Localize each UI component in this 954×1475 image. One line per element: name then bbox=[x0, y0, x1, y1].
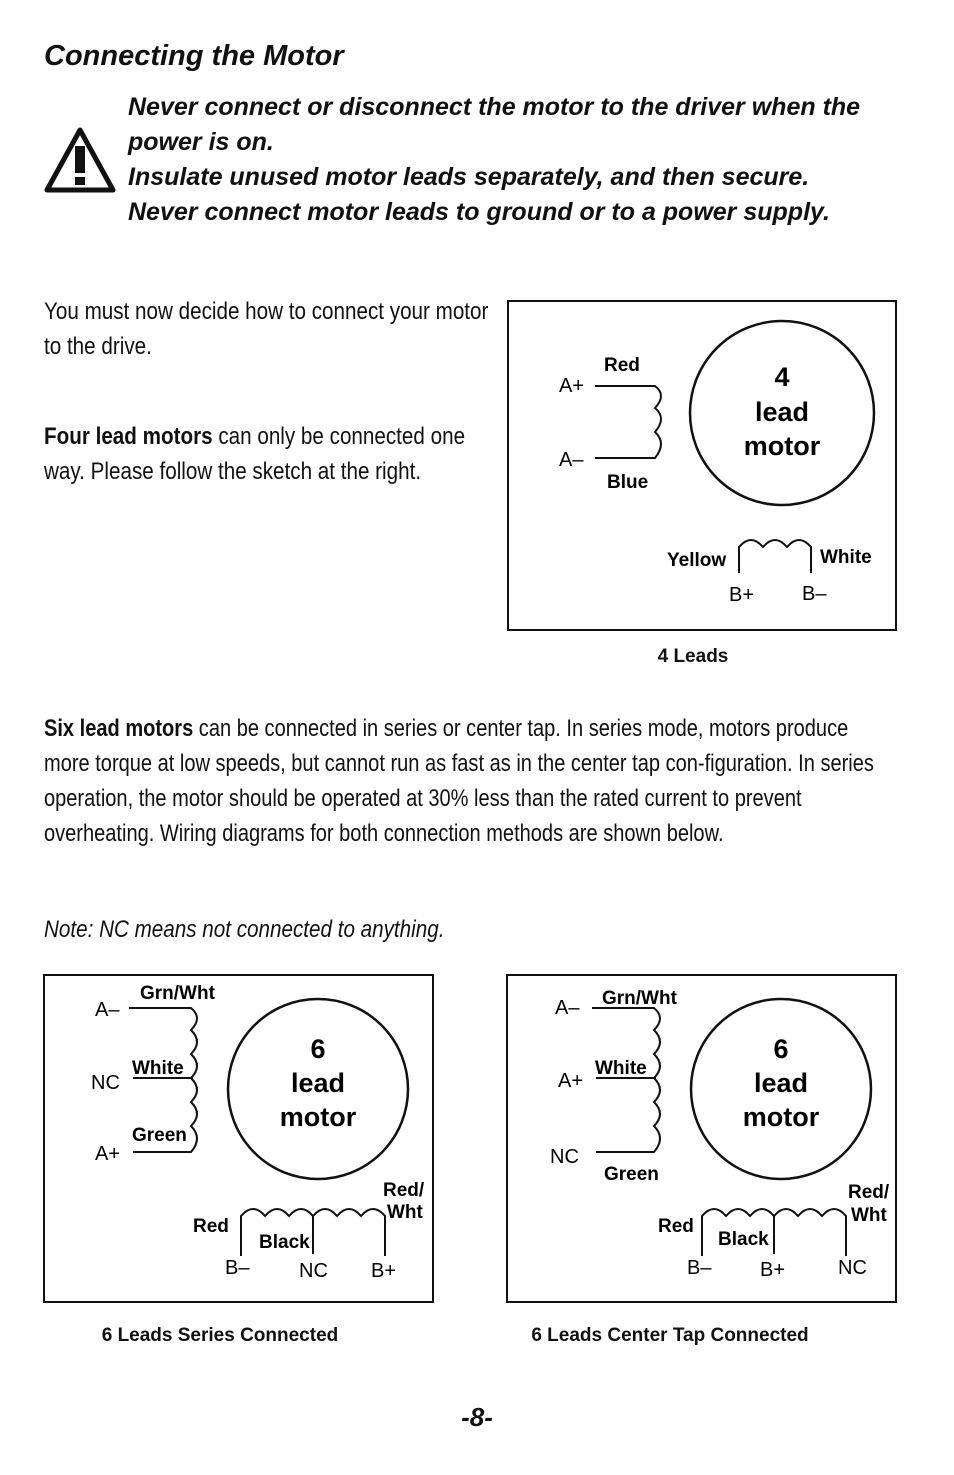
grn-wht-label: Grn/Wht bbox=[140, 983, 215, 1004]
six-lead-paragraph bbox=[44, 711, 879, 851]
warning-line: Never connect motor leads to ground or to a power supply. bbox=[128, 198, 830, 226]
black-wire-label: Black bbox=[718, 1229, 769, 1250]
yellow-wire-label: Yellow bbox=[667, 550, 727, 571]
four-lead-text: can only be connected one way. Please follow the sketch at the right. bbox=[44, 423, 466, 485]
b-minus-label: B– bbox=[225, 1257, 250, 1279]
red-wht-label: Wht bbox=[851, 1205, 887, 1226]
b-minus-label: B– bbox=[802, 583, 827, 605]
warning-triangle-icon bbox=[44, 126, 116, 194]
black-wire-label: Black bbox=[259, 1232, 310, 1253]
motor-label: 6 bbox=[773, 1034, 789, 1064]
grn-wht-label: Grn/Wht bbox=[602, 988, 677, 1009]
four-lead-caption: 4 Leads bbox=[657, 646, 729, 667]
b-plus-label: B+ bbox=[760, 1259, 786, 1281]
warning-line: Never connect or disconnect the motor to the driver when the bbox=[128, 93, 861, 121]
blue-wire-label: Blue bbox=[607, 472, 649, 493]
a-plus-label: A+ bbox=[559, 375, 585, 397]
red-wire-label: Red bbox=[658, 1216, 694, 1237]
four-lead-diagram bbox=[507, 300, 897, 631]
a-plus-label: A+ bbox=[95, 1143, 121, 1165]
motor-label: lead bbox=[753, 1068, 809, 1098]
phase-a-coil bbox=[595, 386, 661, 458]
section-heading: Connecting the Motor bbox=[44, 40, 344, 72]
six-lead-text: can be connected in series or center tap. In series mode, motors produce more torque at low speeds, but cannot run as fast as in the center tap con-figuration. In series operation, the motor should be operated at 30% less than the rated current to prevent overheating. Wiring diagrams for both connection methods are shown below. bbox=[44, 715, 874, 847]
motor-label: motor bbox=[279, 1102, 357, 1132]
four-lead-term: Four lead motors bbox=[44, 423, 213, 450]
motor-label: 4 bbox=[774, 362, 790, 392]
white-wire-label: White bbox=[595, 1058, 647, 1079]
six-lead-series-diagram bbox=[43, 974, 435, 1304]
red-wire-label: Red bbox=[604, 355, 640, 376]
a-minus-label: A– bbox=[95, 999, 120, 1021]
nc-label: NC bbox=[838, 1257, 867, 1279]
b-plus-label: B+ bbox=[371, 1260, 397, 1282]
b-plus-label: B+ bbox=[729, 584, 755, 606]
white-wire-label: White bbox=[132, 1058, 184, 1079]
warning-block bbox=[128, 90, 928, 230]
a-plus-label: A+ bbox=[558, 1070, 584, 1092]
four-lead-paragraph bbox=[44, 419, 491, 489]
phase-b-coil bbox=[739, 540, 811, 573]
motor-label: motor bbox=[743, 431, 821, 461]
series-caption: 6 Leads Series Connected bbox=[101, 1325, 339, 1346]
nc-label: NC bbox=[299, 1260, 328, 1282]
motor-label: lead bbox=[754, 397, 810, 427]
b-minus-label: B– bbox=[687, 1257, 712, 1279]
motor-label: 6 bbox=[310, 1034, 326, 1064]
center-tap-caption: 6 Leads Center Tap Connected bbox=[531, 1325, 809, 1346]
phase-a-coil bbox=[592, 1008, 660, 1152]
motor-label: lead bbox=[290, 1068, 346, 1098]
a-minus-label: A– bbox=[555, 997, 580, 1019]
red-wht-label: Wht bbox=[387, 1202, 423, 1223]
six-lead-center-tap-diagram bbox=[506, 974, 898, 1304]
green-wire-label: Green bbox=[604, 1164, 659, 1185]
motor-label: motor bbox=[742, 1102, 820, 1132]
red-wht-label: Red/ bbox=[383, 1180, 425, 1201]
nc-label: NC bbox=[550, 1146, 579, 1168]
red-wht-label: Red/ bbox=[848, 1182, 890, 1203]
nc-note: Note: NC means not connected to anything. bbox=[44, 916, 445, 943]
six-lead-term: Six lead motors bbox=[44, 715, 194, 742]
nc-label: NC bbox=[91, 1072, 120, 1094]
intro-paragraph: You must now decide how to connect your motor to the drive. bbox=[44, 298, 489, 360]
page-number: -8- bbox=[461, 1402, 493, 1432]
red-wire-label: Red bbox=[193, 1216, 229, 1237]
a-minus-label: A– bbox=[559, 449, 584, 471]
warning-line: power is on. bbox=[128, 128, 274, 156]
green-wire-label: Green bbox=[132, 1125, 187, 1146]
warning-line: Insulate unused motor leads separately, and then secure. bbox=[128, 163, 810, 191]
white-wire-label: White bbox=[820, 547, 872, 568]
